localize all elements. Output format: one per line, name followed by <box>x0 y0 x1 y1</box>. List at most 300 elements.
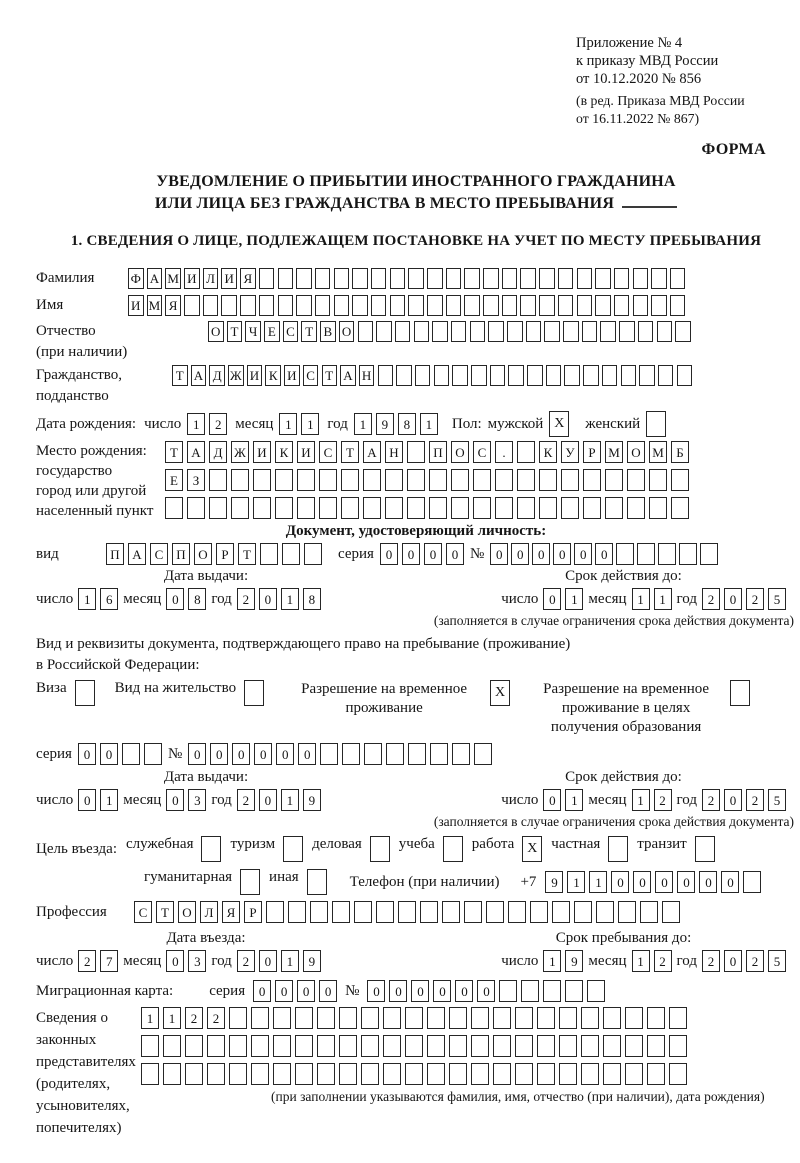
form-cell[interactable] <box>677 365 693 386</box>
form-cell[interactable]: 0 <box>446 543 464 565</box>
form-cell[interactable]: 1 <box>565 588 583 610</box>
form-cell[interactable] <box>209 469 227 491</box>
form-cell[interactable] <box>527 365 543 386</box>
form-cell[interactable]: К <box>265 365 281 386</box>
form-cell[interactable] <box>260 543 278 565</box>
form-cell[interactable] <box>647 1063 665 1085</box>
form-cell[interactable] <box>603 1035 621 1057</box>
form-cell[interactable] <box>165 497 183 519</box>
form-cell[interactable] <box>627 469 645 491</box>
form-cell[interactable]: С <box>319 441 337 463</box>
form-cell[interactable] <box>310 901 328 923</box>
form-cell[interactable] <box>251 1007 269 1029</box>
form-cell[interactable] <box>451 497 469 519</box>
form-cell[interactable]: З <box>187 469 205 491</box>
form-cell[interactable]: 1 <box>141 1007 159 1029</box>
form-cell[interactable] <box>386 743 404 765</box>
form-cell[interactable] <box>317 1063 335 1085</box>
form-cell[interactable] <box>273 1063 291 1085</box>
form-cell[interactable]: 1 <box>420 413 438 435</box>
form-cell[interactable] <box>521 980 539 1002</box>
form-cell[interactable] <box>625 1063 643 1085</box>
form-cell[interactable] <box>730 680 750 706</box>
form-cell[interactable]: 2 <box>654 950 672 972</box>
form-cell[interactable] <box>390 268 406 289</box>
form-cell[interactable]: 0 <box>166 588 184 610</box>
form-cell[interactable]: 2 <box>702 789 720 811</box>
form-cell[interactable]: 9 <box>565 950 583 972</box>
form-cell[interactable]: К <box>539 441 557 463</box>
form-cell[interactable]: 2 <box>78 950 96 972</box>
form-cell[interactable] <box>253 469 271 491</box>
form-cell[interactable] <box>502 295 518 316</box>
form-cell[interactable] <box>474 743 492 765</box>
form-cell[interactable] <box>526 321 542 342</box>
form-cell[interactable] <box>371 268 387 289</box>
form-cell[interactable]: А <box>363 441 381 463</box>
form-cell[interactable] <box>483 268 499 289</box>
form-cell[interactable] <box>203 295 219 316</box>
form-cell[interactable]: 1 <box>354 413 372 435</box>
form-cell[interactable]: 1 <box>100 789 118 811</box>
form-cell[interactable]: О <box>208 321 224 342</box>
form-cell[interactable]: 1 <box>567 871 585 893</box>
form-cell[interactable]: А <box>128 543 146 565</box>
form-cell[interactable]: 0 <box>210 743 228 765</box>
form-cell[interactable] <box>596 901 614 923</box>
form-cell[interactable]: 0 <box>166 789 184 811</box>
form-cell[interactable] <box>207 1035 225 1057</box>
form-cell[interactable] <box>539 268 555 289</box>
form-cell[interactable] <box>517 469 535 491</box>
form-cell[interactable] <box>415 365 431 386</box>
form-cell[interactable]: А <box>191 365 207 386</box>
form-cell[interactable] <box>282 543 300 565</box>
form-cell[interactable] <box>408 295 424 316</box>
form-cell[interactable] <box>582 321 598 342</box>
form-cell[interactable]: 0 <box>677 871 695 893</box>
form-cell[interactable] <box>559 1063 577 1085</box>
form-cell[interactable] <box>616 543 634 565</box>
form-cell[interactable] <box>361 1063 379 1085</box>
form-cell[interactable] <box>595 295 611 316</box>
form-cell[interactable]: Е <box>165 469 183 491</box>
form-cell[interactable] <box>339 1063 357 1085</box>
form-cell[interactable]: 0 <box>574 543 592 565</box>
form-cell[interactable] <box>295 1035 313 1057</box>
form-cell[interactable] <box>288 901 306 923</box>
form-cell[interactable]: 0 <box>424 543 442 565</box>
form-cell[interactable] <box>515 1035 533 1057</box>
form-cell[interactable]: 0 <box>490 543 508 565</box>
form-cell[interactable]: Б <box>671 441 689 463</box>
form-cell[interactable]: 0 <box>411 980 429 1002</box>
form-cell[interactable]: 0 <box>433 980 451 1002</box>
form-cell[interactable] <box>621 365 637 386</box>
form-cell[interactable] <box>488 321 504 342</box>
form-cell[interactable] <box>185 1035 203 1057</box>
form-cell[interactable] <box>559 1007 577 1029</box>
form-cell[interactable] <box>464 295 480 316</box>
form-cell[interactable]: Ч <box>245 321 261 342</box>
form-cell[interactable] <box>563 321 579 342</box>
form-cell[interactable] <box>430 743 448 765</box>
form-cell[interactable] <box>651 295 667 316</box>
form-cell[interactable] <box>259 295 275 316</box>
form-cell[interactable] <box>296 295 312 316</box>
form-cell[interactable]: 8 <box>398 413 416 435</box>
form-cell[interactable] <box>537 1007 555 1029</box>
form-cell[interactable]: 5 <box>768 789 786 811</box>
form-cell[interactable]: 0 <box>724 789 742 811</box>
form-cell[interactable] <box>184 295 200 316</box>
form-cell[interactable]: Я <box>222 901 240 923</box>
form-cell[interactable] <box>605 469 623 491</box>
form-cell[interactable] <box>342 743 360 765</box>
form-cell[interactable]: 2 <box>237 950 255 972</box>
form-cell[interactable] <box>581 1035 599 1057</box>
form-cell[interactable] <box>449 1007 467 1029</box>
form-cell[interactable] <box>229 1063 247 1085</box>
form-cell[interactable]: Т <box>156 901 174 923</box>
form-cell[interactable] <box>361 1035 379 1057</box>
form-cell[interactable] <box>407 497 425 519</box>
form-cell[interactable]: А <box>187 441 205 463</box>
form-cell[interactable] <box>515 1007 533 1029</box>
form-cell[interactable] <box>543 980 561 1002</box>
form-cell[interactable] <box>537 1063 555 1085</box>
form-cell[interactable]: 1 <box>187 413 205 435</box>
form-cell[interactable]: 0 <box>699 871 717 893</box>
form-cell[interactable] <box>251 1063 269 1085</box>
form-cell[interactable] <box>378 365 394 386</box>
form-cell[interactable] <box>352 268 368 289</box>
form-cell[interactable]: 0 <box>367 980 385 1002</box>
form-cell[interactable] <box>427 1007 445 1029</box>
form-cell[interactable] <box>278 295 294 316</box>
form-cell[interactable] <box>559 1035 577 1057</box>
form-cell[interactable] <box>429 469 447 491</box>
form-cell[interactable] <box>464 901 482 923</box>
form-cell[interactable]: У <box>561 441 579 463</box>
form-cell[interactable] <box>341 469 359 491</box>
form-cell[interactable] <box>561 469 579 491</box>
form-cell[interactable]: Ж <box>228 365 244 386</box>
form-cell[interactable]: Т <box>172 365 188 386</box>
form-cell[interactable]: М <box>605 441 623 463</box>
form-cell[interactable]: 0 <box>724 588 742 610</box>
form-cell[interactable] <box>633 295 649 316</box>
form-cell[interactable] <box>339 1035 357 1057</box>
form-cell[interactable]: 0 <box>380 543 398 565</box>
form-cell[interactable] <box>493 1007 511 1029</box>
form-cell[interactable] <box>319 469 337 491</box>
form-cell[interactable]: Н <box>359 365 375 386</box>
form-cell[interactable]: Т <box>238 543 256 565</box>
form-cell[interactable] <box>231 497 249 519</box>
form-cell[interactable] <box>396 365 412 386</box>
form-cell[interactable] <box>493 1035 511 1057</box>
form-cell[interactable] <box>743 871 761 893</box>
form-cell[interactable]: О <box>627 441 645 463</box>
form-cell[interactable] <box>577 268 593 289</box>
form-cell[interactable] <box>495 469 513 491</box>
form-cell[interactable]: 0 <box>532 543 550 565</box>
form-cell[interactable] <box>627 497 645 519</box>
form-cell[interactable] <box>574 901 592 923</box>
form-cell[interactable] <box>297 497 315 519</box>
form-cell[interactable]: 0 <box>78 743 96 765</box>
form-cell[interactable]: 0 <box>455 980 473 1002</box>
form-cell[interactable] <box>209 497 227 519</box>
form-cell[interactable] <box>625 1007 643 1029</box>
form-cell[interactable] <box>253 497 271 519</box>
form-cell[interactable] <box>508 365 524 386</box>
form-cell[interactable]: 0 <box>232 743 250 765</box>
form-cell[interactable]: 3 <box>188 950 206 972</box>
form-cell[interactable] <box>317 1007 335 1029</box>
form-cell[interactable] <box>695 836 715 862</box>
form-cell[interactable] <box>297 469 315 491</box>
form-cell[interactable] <box>229 1007 247 1029</box>
form-cell[interactable]: 0 <box>595 543 613 565</box>
form-cell[interactable]: О <box>339 321 355 342</box>
form-cell[interactable]: 0 <box>511 543 529 565</box>
form-cell[interactable] <box>278 268 294 289</box>
form-cell[interactable] <box>383 1063 401 1085</box>
form-cell[interactable]: 0 <box>254 743 272 765</box>
form-cell[interactable]: 0 <box>721 871 739 893</box>
form-cell[interactable] <box>383 1007 401 1029</box>
form-cell[interactable] <box>464 268 480 289</box>
form-cell[interactable]: 0 <box>100 743 118 765</box>
form-cell[interactable] <box>442 901 460 923</box>
form-cell[interactable] <box>679 543 697 565</box>
form-cell[interactable]: 1 <box>589 871 607 893</box>
form-cell[interactable]: 2 <box>185 1007 203 1029</box>
form-cell[interactable]: 0 <box>543 789 561 811</box>
form-cell[interactable] <box>358 321 374 342</box>
form-cell[interactable] <box>499 980 517 1002</box>
form-cell[interactable] <box>144 743 162 765</box>
form-cell[interactable] <box>334 295 350 316</box>
form-cell[interactable]: О <box>451 441 469 463</box>
form-cell[interactable] <box>341 497 359 519</box>
form-cell[interactable]: 0 <box>298 743 316 765</box>
form-cell[interactable]: Т <box>165 441 183 463</box>
form-cell[interactable]: А <box>147 268 163 289</box>
form-cell[interactable]: А <box>340 365 356 386</box>
form-cell[interactable]: . <box>495 441 513 463</box>
form-cell[interactable] <box>517 497 535 519</box>
form-cell[interactable] <box>240 869 260 895</box>
form-cell[interactable]: К <box>275 441 293 463</box>
form-cell[interactable] <box>619 321 635 342</box>
form-cell[interactable] <box>602 365 618 386</box>
form-cell[interactable] <box>625 1035 643 1057</box>
form-cell[interactable] <box>273 1035 291 1057</box>
form-cell[interactable] <box>618 901 636 923</box>
form-cell[interactable]: 1 <box>654 588 672 610</box>
form-cell[interactable] <box>407 469 425 491</box>
form-cell[interactable]: 2 <box>702 950 720 972</box>
form-cell[interactable]: X <box>522 836 542 862</box>
form-cell[interactable] <box>530 901 548 923</box>
form-cell[interactable] <box>364 743 382 765</box>
form-cell[interactable] <box>600 321 616 342</box>
form-cell[interactable]: 0 <box>633 871 651 893</box>
form-cell[interactable]: 1 <box>78 588 96 610</box>
form-cell[interactable]: 0 <box>724 950 742 972</box>
form-cell[interactable] <box>229 1035 247 1057</box>
form-cell[interactable] <box>614 268 630 289</box>
form-cell[interactable] <box>315 268 331 289</box>
form-cell[interactable] <box>670 268 686 289</box>
form-cell[interactable] <box>546 365 562 386</box>
form-cell[interactable] <box>614 295 630 316</box>
form-cell[interactable] <box>490 365 506 386</box>
form-cell[interactable]: Л <box>200 901 218 923</box>
form-cell[interactable]: 0 <box>276 743 294 765</box>
form-cell[interactable] <box>486 901 504 923</box>
form-cell[interactable] <box>376 321 392 342</box>
form-cell[interactable] <box>141 1063 159 1085</box>
form-cell[interactable]: 0 <box>259 950 277 972</box>
form-cell[interactable]: Я <box>240 268 256 289</box>
form-cell[interactable] <box>640 901 658 923</box>
form-cell[interactable] <box>646 411 666 437</box>
form-cell[interactable] <box>231 469 249 491</box>
form-cell[interactable] <box>520 268 536 289</box>
form-cell[interactable] <box>251 1035 269 1057</box>
form-cell[interactable] <box>221 295 237 316</box>
form-cell[interactable]: И <box>221 268 237 289</box>
form-cell[interactable]: 0 <box>166 950 184 972</box>
form-cell[interactable]: 0 <box>402 543 420 565</box>
form-cell[interactable]: В <box>320 321 336 342</box>
form-cell[interactable] <box>405 1063 423 1085</box>
form-cell[interactable] <box>495 497 513 519</box>
form-cell[interactable] <box>658 365 674 386</box>
form-cell[interactable] <box>240 295 256 316</box>
form-cell[interactable]: 1 <box>281 950 299 972</box>
form-cell[interactable] <box>508 901 526 923</box>
form-cell[interactable] <box>637 543 655 565</box>
form-cell[interactable]: 1 <box>301 413 319 435</box>
form-cell[interactable]: 9 <box>545 871 563 893</box>
form-cell[interactable]: 1 <box>565 789 583 811</box>
form-cell[interactable]: 0 <box>275 980 293 1002</box>
form-cell[interactable] <box>565 980 583 1002</box>
form-cell[interactable]: 2 <box>207 1007 225 1029</box>
form-cell[interactable] <box>452 365 468 386</box>
form-cell[interactable] <box>363 497 381 519</box>
form-cell[interactable]: 1 <box>281 789 299 811</box>
form-cell[interactable] <box>122 743 140 765</box>
form-cell[interactable]: 0 <box>259 588 277 610</box>
form-cell[interactable] <box>471 1007 489 1029</box>
form-cell[interactable]: Т <box>341 441 359 463</box>
form-cell[interactable]: 1 <box>163 1007 181 1029</box>
form-cell[interactable] <box>670 295 686 316</box>
form-cell[interactable] <box>405 1007 423 1029</box>
form-cell[interactable] <box>502 268 518 289</box>
form-cell[interactable]: И <box>247 365 263 386</box>
form-cell[interactable] <box>449 1063 467 1085</box>
form-cell[interactable] <box>451 321 467 342</box>
form-cell[interactable] <box>163 1063 181 1085</box>
form-cell[interactable] <box>407 441 425 463</box>
form-cell[interactable] <box>361 1007 379 1029</box>
form-cell[interactable] <box>339 1007 357 1029</box>
form-cell[interactable]: С <box>134 901 152 923</box>
form-cell[interactable] <box>385 497 403 519</box>
form-cell[interactable]: 1 <box>632 789 650 811</box>
form-cell[interactable] <box>420 901 438 923</box>
form-cell[interactable] <box>669 1063 687 1085</box>
form-cell[interactable]: X <box>549 411 569 437</box>
form-cell[interactable] <box>587 980 605 1002</box>
form-cell[interactable] <box>434 365 450 386</box>
form-cell[interactable]: 0 <box>553 543 571 565</box>
form-cell[interactable] <box>539 295 555 316</box>
form-cell[interactable] <box>207 1063 225 1085</box>
form-cell[interactable] <box>304 543 322 565</box>
form-cell[interactable]: Р <box>216 543 234 565</box>
form-cell[interactable]: 9 <box>376 413 394 435</box>
form-cell[interactable] <box>662 901 680 923</box>
form-cell[interactable] <box>473 497 491 519</box>
form-cell[interactable] <box>608 836 628 862</box>
form-cell[interactable]: 0 <box>188 743 206 765</box>
form-cell[interactable] <box>583 469 601 491</box>
form-cell[interactable] <box>471 1035 489 1057</box>
form-cell[interactable] <box>398 901 416 923</box>
form-cell[interactable] <box>332 901 350 923</box>
form-cell[interactable]: И <box>284 365 300 386</box>
form-cell[interactable] <box>603 1063 621 1085</box>
form-cell[interactable]: 8 <box>188 588 206 610</box>
form-cell[interactable] <box>471 365 487 386</box>
form-cell[interactable] <box>470 321 486 342</box>
form-cell[interactable] <box>376 901 394 923</box>
form-cell[interactable] <box>647 1035 665 1057</box>
form-cell[interactable]: 2 <box>654 789 672 811</box>
form-cell[interactable]: 2 <box>237 588 255 610</box>
form-cell[interactable] <box>700 543 718 565</box>
form-cell[interactable] <box>451 469 469 491</box>
form-cell[interactable] <box>390 295 406 316</box>
form-cell[interactable]: С <box>283 321 299 342</box>
form-cell[interactable] <box>405 1035 423 1057</box>
form-cell[interactable] <box>520 295 536 316</box>
form-cell[interactable] <box>552 901 570 923</box>
form-cell[interactable]: 3 <box>188 789 206 811</box>
form-cell[interactable] <box>427 295 443 316</box>
form-cell[interactable] <box>427 268 443 289</box>
form-cell[interactable]: 1 <box>632 950 650 972</box>
form-cell[interactable] <box>473 469 491 491</box>
form-cell[interactable]: Р <box>583 441 601 463</box>
form-cell[interactable] <box>319 497 337 519</box>
form-cell[interactable] <box>483 295 499 316</box>
form-cell[interactable]: 0 <box>253 980 271 1002</box>
form-cell[interactable] <box>395 321 411 342</box>
form-cell[interactable]: 0 <box>389 980 407 1002</box>
form-cell[interactable]: 0 <box>297 980 315 1002</box>
form-cell[interactable]: М <box>165 268 181 289</box>
form-cell[interactable]: 5 <box>768 588 786 610</box>
